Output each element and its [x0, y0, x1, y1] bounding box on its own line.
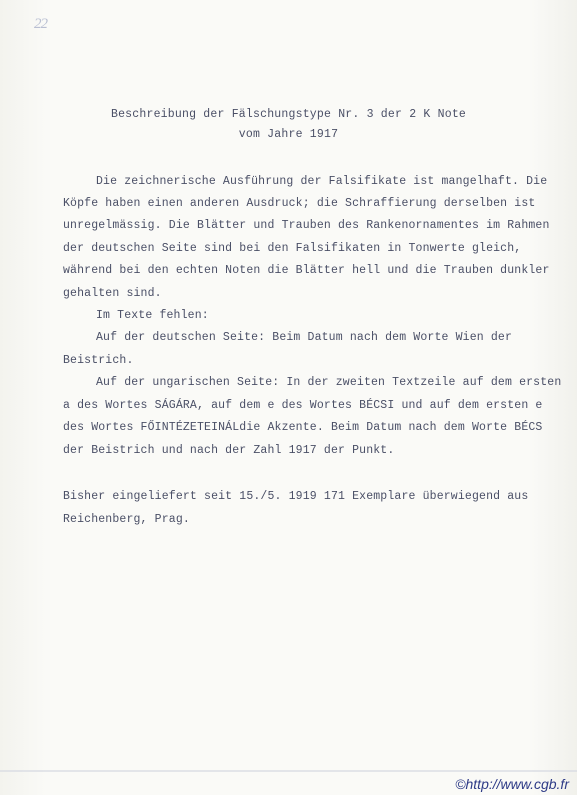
paragraph-1-line-2: Köpfe haben einen anderen Ausdruck; die Schraffierung derselben ist	[63, 197, 536, 210]
paragraph-1-line-3: unregelmässig. Die Blätter und Trauben des Rankenornamentes im Rahmen	[63, 219, 550, 232]
paragraph-4-line-4: der Beistrich und nach der Zahl 1917 der Punkt.	[63, 444, 395, 457]
paragraph-4-line-3: des Wortes FŐINTÉZETEINÁLdie Akzente. Beim Datum nach dem Worte BÉCS	[63, 421, 543, 434]
watermark-text: ©http://www.cgb.fr	[455, 776, 569, 792]
paragraph-1-line-1: Die zeichnerische Ausführung der Falsifikate ist mangelhaft. Die	[96, 175, 548, 188]
page-number-mark: 22	[34, 16, 47, 32]
paragraph-3-line-1: Auf der deutschen Seite: Beim Datum nach dem Worte Wien der	[96, 331, 513, 344]
paragraph-5-line-1: Bisher eingeliefert seit 15./5. 1919 171 Exemplare überwiegend aus	[63, 490, 529, 503]
paragraph-4-line-2: a des Wortes SÁGÁRA, auf dem e des Wortes BÉCSI und auf dem ersten e	[63, 399, 543, 412]
paragraph-2-line-1: Im Texte fehlen:	[96, 309, 209, 322]
paragraph-5-line-2: Reichenberg, Prag.	[63, 513, 190, 526]
title-line-2: vom Jahre 1917	[238, 128, 339, 141]
paragraph-3-line-2: Beistrich.	[63, 354, 134, 367]
title-line-1: Beschreibung der Fälschungstype Nr. 3 der 2 K Note	[110, 108, 467, 121]
paragraph-1-line-5: während bei den echten Noten die Blätter hell und die Trauben dunkler	[63, 264, 550, 277]
paragraph-1-line-6: gehalten sind.	[63, 287, 162, 300]
paragraph-4-line-1: Auf der ungarischen Seite: In der zweiten Textzeile auf dem ersten	[96, 376, 562, 389]
paragraph-1-line-4: der deutschen Seite sind bei den Falsifikaten in Tonwerte gleich,	[63, 242, 522, 255]
